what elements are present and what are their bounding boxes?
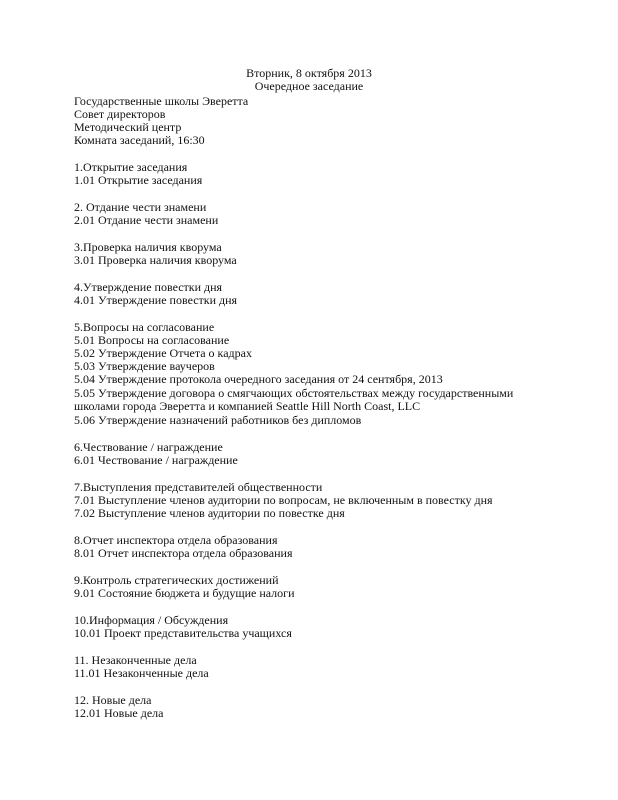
section-title: 2. Отдание чести знамени (74, 200, 207, 214)
agenda-item: 5.02 Утверждение Отчета о кадрах (74, 346, 252, 360)
agenda-item: 10.01 Проект представительства учащихся (74, 626, 292, 640)
agenda-item: 5.03 Утверждение ваучеров (74, 359, 215, 373)
board-name: Совет директоров (74, 107, 166, 121)
agenda-item: 5.06 Утверждение назначений работников без дипломов (74, 413, 362, 427)
agenda-item: 5.04 Утверждение протокола очередного заседания от 24 сентября, 2013 (74, 372, 443, 386)
agenda-item: 5.05 Утверждение договора о смягчающих обстоятельствах между государственными (74, 386, 514, 400)
section-title: 7.Выступления представителей общественности (74, 480, 323, 494)
meeting-type: Очередное заседание (254, 79, 364, 93)
agenda-item: 11.01 Незаконченные дела (74, 666, 209, 680)
section-title: 9.Контроль стратегических достижений (74, 573, 279, 587)
agenda-item: 4.01 Утверждение повестки дня (74, 293, 238, 307)
room-time: Комната заседаний, 16:30 (74, 133, 205, 147)
meeting-date: Вторник, 8 октября 2013 (246, 66, 372, 80)
agenda-item-continued: школами города Эверетта и компанией Seattle Hill North Coast, LLC (74, 399, 421, 413)
section-title: 3.Проверка наличия кворума (74, 240, 222, 254)
agenda-item: 1.01 Открытие заседания (74, 173, 203, 187)
section-title: 4.Утверждение повестки дня (74, 280, 223, 294)
section-title: 8.Отчет инспектора отдела образования (74, 533, 278, 547)
agenda-item: 12.01 Новые дела (74, 706, 164, 720)
agenda-item: 7.01 Выступление членов аудитории по вопросам, не включенным в повестку дня (74, 493, 493, 507)
section-title: 5.Вопросы на согласование (74, 320, 215, 334)
agenda-item: 9.01 Состояние бюджета и будущие налоги (74, 586, 295, 600)
agenda-item: 5.01 Вопросы на согласование (74, 333, 230, 347)
agenda-item: 2.01 Отдание чести знамени (74, 213, 219, 227)
venue-name: Методический центр (74, 120, 182, 134)
section-title: 11. Незаконченные дела (74, 653, 197, 667)
agenda-item: 8.01 Отчет инспектора отдела образования (74, 546, 293, 560)
section-title: 10.Информация / Обсуждения (74, 613, 229, 627)
district-name: Государственные школы Эверетта (74, 94, 249, 108)
agenda-item: 7.02 Выступление членов аудитории по повестке дня (74, 506, 345, 520)
section-title: 6.Чествование / награждение (74, 440, 223, 454)
section-title: 12. Новые дела (74, 693, 152, 707)
section-title: 1.Открытие заседания (74, 160, 188, 174)
agenda-item: 6.01 Чествование / награждение (74, 453, 238, 467)
agenda-item: 3.01 Проверка наличия кворума (74, 253, 237, 267)
